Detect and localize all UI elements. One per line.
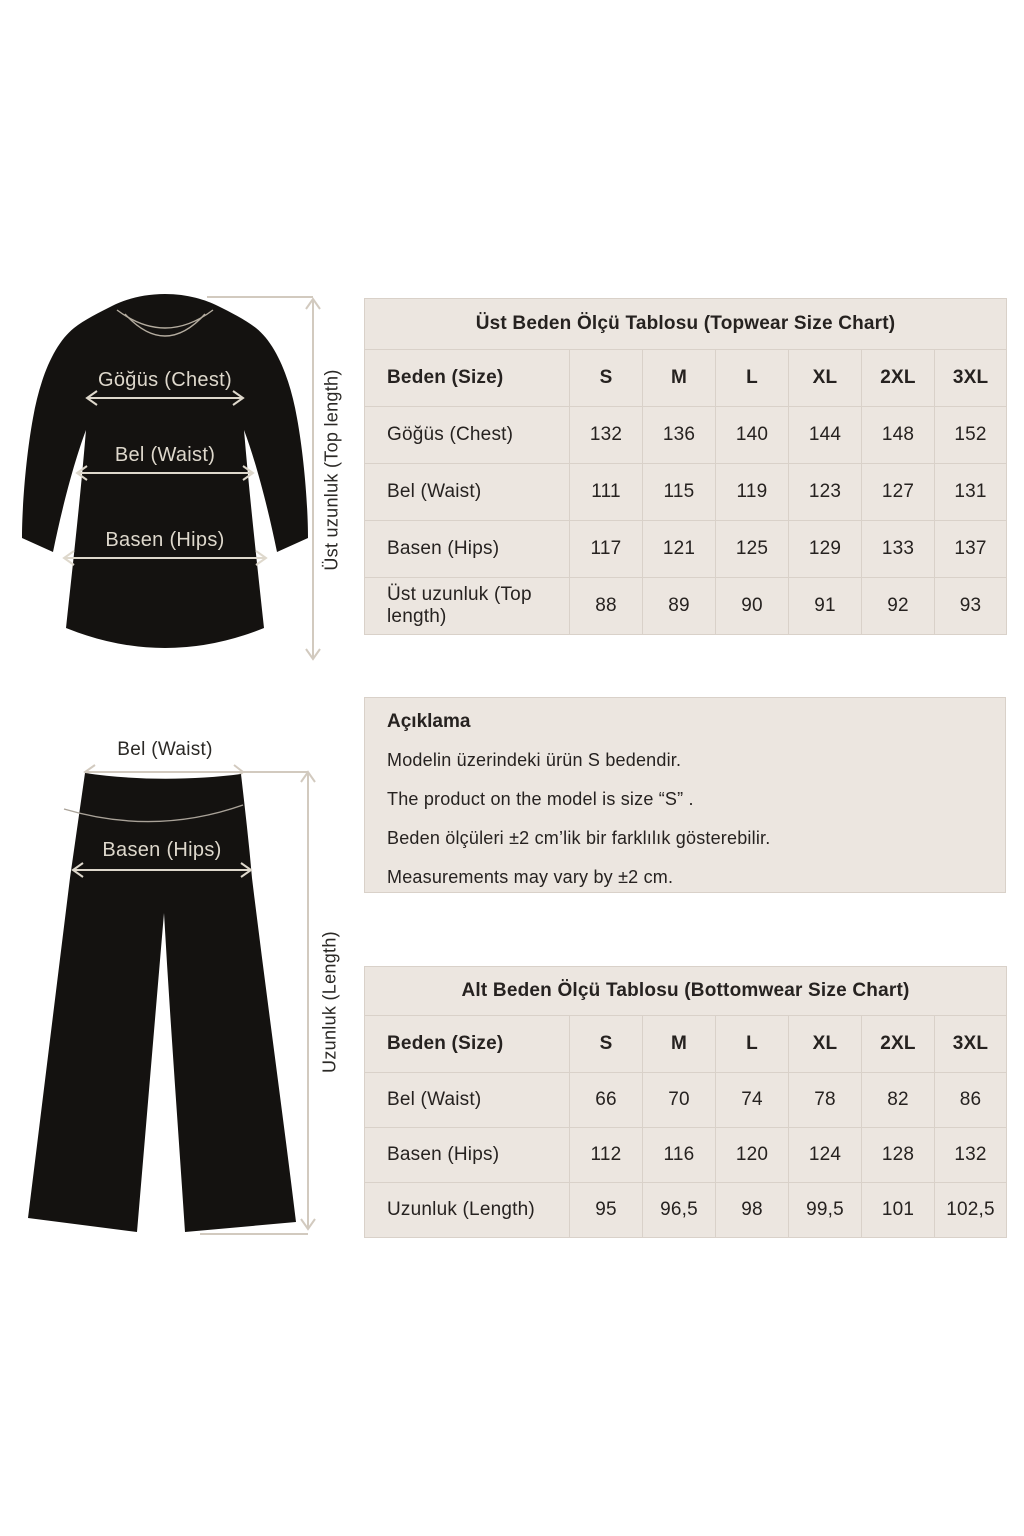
row-label: Uzunluk (Length) (365, 1183, 570, 1238)
size-col-s: S (570, 1016, 643, 1073)
tunic-drawing (20, 292, 365, 692)
table-row (365, 521, 1007, 578)
row-label: Bel (Waist) (365, 1073, 570, 1128)
cell-value: 93 (935, 578, 1007, 635)
cell-value: 119 (716, 464, 789, 521)
cell-value: 89 (643, 578, 716, 635)
tunic-top-length-label: Üst uzunluk (Top length) (321, 369, 342, 571)
note-line: The product on the model is size “S” . (387, 789, 694, 809)
cell-value: 70 (643, 1073, 716, 1128)
cell-value: 121 (643, 521, 716, 578)
cell-value: 140 (716, 407, 789, 464)
size-col-m: M (643, 350, 716, 407)
row-label: Bel (Waist) (365, 464, 570, 521)
bottomwear-illustration (20, 735, 365, 1245)
tunic-waist-label: Bel (Waist) (114, 444, 216, 466)
table-row (365, 1128, 1007, 1183)
cell-value: 132 (935, 1128, 1007, 1183)
cell-value: 152 (935, 407, 1007, 464)
pants-drawing (20, 735, 365, 1245)
size-col-m: M (643, 1016, 716, 1073)
bottomwear-size-table (364, 966, 1007, 1238)
table-row (365, 407, 1007, 464)
cell-value: 99,5 (789, 1183, 862, 1238)
topwear-illustration (20, 292, 365, 692)
cell-value: 86 (935, 1073, 1007, 1128)
cell-value: 133 (862, 521, 935, 578)
cell-value: 117 (570, 521, 643, 578)
size-col-xl: XL (789, 350, 862, 407)
notes-box (364, 697, 1006, 893)
cell-value: 90 (716, 578, 789, 635)
cell-value: 91 (789, 578, 862, 635)
table-row (365, 464, 1007, 521)
topwear-size-table (364, 298, 1007, 635)
size-header-cell: Beden (Size) (365, 1016, 570, 1073)
cell-value: 124 (789, 1128, 862, 1183)
cell-value: 111 (570, 464, 643, 521)
size-col-3xl: 3XL (935, 350, 1007, 407)
cell-value: 96,5 (643, 1183, 716, 1238)
pants-waist-label: Bel (Waist) (117, 739, 213, 760)
cell-value: 101 (862, 1183, 935, 1238)
cell-value: 129 (789, 521, 862, 578)
cell-value: 136 (643, 407, 716, 464)
cell-value: 102,5 (935, 1183, 1007, 1238)
size-col-2xl: 2XL (862, 350, 935, 407)
row-label: Üst uzunluk (Top length) (365, 578, 570, 635)
cell-value: 144 (789, 407, 862, 464)
cell-value: 125 (716, 521, 789, 578)
size-header-cell: Beden (Size) (365, 350, 570, 407)
size-col-l: L (716, 1016, 789, 1073)
top-length-measure-line (306, 299, 320, 659)
cell-value: 148 (862, 407, 935, 464)
table-header-row (365, 1016, 1007, 1073)
cell-value: 92 (862, 578, 935, 635)
table-row (365, 578, 1007, 635)
row-label: Basen (Hips) (365, 521, 570, 578)
cell-value: 112 (570, 1128, 643, 1183)
size-col-xl: XL (789, 1016, 862, 1073)
cell-value: 123 (789, 464, 862, 521)
cell-value: 132 (570, 407, 643, 464)
cell-value: 127 (862, 464, 935, 521)
cell-value: 82 (862, 1073, 935, 1128)
note-line: Modelin üzerindeki ürün S bedendir. (387, 750, 682, 770)
tunic-chest-label: Göğüs (Chest) (98, 369, 232, 391)
size-col-s: S (570, 350, 643, 407)
cell-value: 116 (643, 1128, 716, 1183)
cell-value: 128 (862, 1128, 935, 1183)
note-line: Measurements may vary by ±2 cm. (387, 867, 674, 887)
pants-length-label: Uzunluk (Length) (319, 931, 340, 1073)
size-col-2xl: 2XL (862, 1016, 935, 1073)
note-line: Beden ölçüleri ±2 cm’lik bir farklılık gösterebilir. (387, 828, 771, 848)
tunic-hips-label: Basen (Hips) (105, 529, 225, 551)
cell-value: 131 (935, 464, 1007, 521)
notes-title: Açıklama (387, 711, 471, 732)
cell-value: 115 (643, 464, 716, 521)
cell-value: 95 (570, 1183, 643, 1238)
table-row (365, 1183, 1007, 1238)
cell-value: 74 (716, 1073, 789, 1128)
cell-value: 66 (570, 1073, 643, 1128)
cell-value: 137 (935, 521, 1007, 578)
tunic-silhouette (22, 294, 308, 648)
row-label: Göğüs (Chest) (365, 407, 570, 464)
cell-value: 88 (570, 578, 643, 635)
table-row (365, 1073, 1007, 1128)
table-header-row (365, 350, 1007, 407)
row-label: Basen (Hips) (365, 1128, 570, 1183)
cell-value: 120 (716, 1128, 789, 1183)
topwear-table-title: Üst Beden Ölçü Tablosu (Topwear Size Chart) (365, 299, 1007, 350)
cell-value: 98 (716, 1183, 789, 1238)
pants-hips-label: Basen (Hips) (102, 839, 222, 861)
cell-value: 78 (789, 1073, 862, 1128)
bottomwear-table-title: Alt Beden Ölçü Tablosu (Bottomwear Size Chart) (365, 967, 1007, 1016)
size-col-3xl: 3XL (935, 1016, 1007, 1073)
size-col-l: L (716, 350, 789, 407)
